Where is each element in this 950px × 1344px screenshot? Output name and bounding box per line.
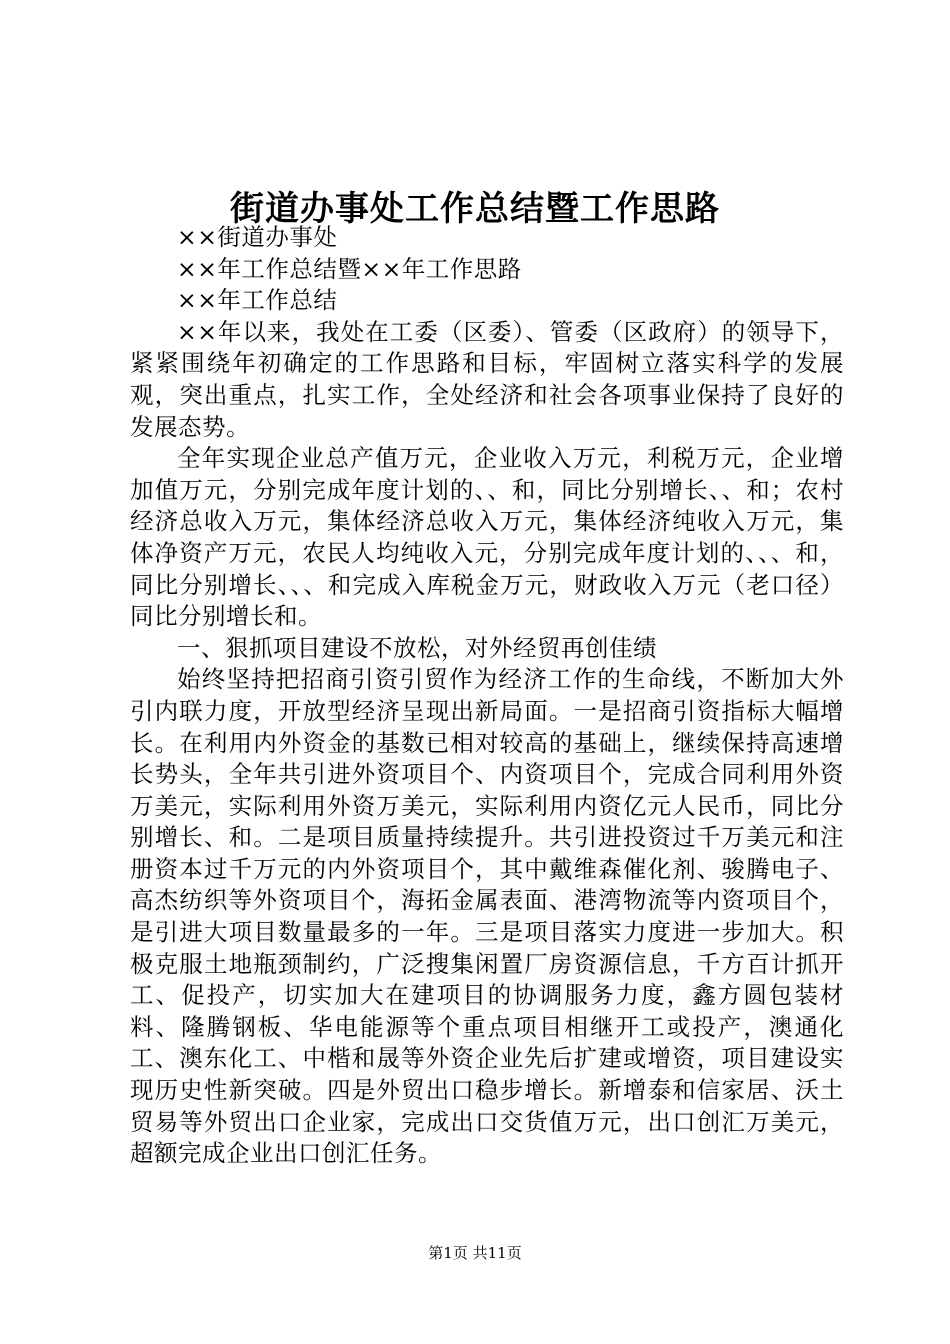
paragraph-investment: 始终坚持把招商引资引贸作为经济工作的生命线，不断加大外引内联力度，开放型经济呈现出新局面。一是招商引资指标大幅增长。在利用内外资金的基数已相对较高的基础上，继续保持高速增长势头，全年共引进外资项目个、内资项目个，完成合同利用外资万美元，实际利用外资万美元，实际利用内资亿元人民币，同比分别增长、和。二是项目质量持续提升。共引进投资过千万美元和注册资本过千万元的内外资项目个，其中戴维森催化剂、骏腾电子、高杰纺织等外资项目个，海拓金属表面、港湾物流等内资项目个，是引进大项目数量最多的一年。三是项目落实力度进一步加大。积极克服土地瓶颈制约，广泛搜集闲置厂房资源信息，千方百计抓开工、促投产，切实加大在建项目的协调服务力度，鑫方圆包装材料、隆腾钢板、华电能源等个重点项目相继开工或投产，澳通化工、澳东化工、中楷和晟等外资企业先后扩建或增资，项目建设实现历史性新突破。四是外贸出口稳步增长。新增泰和信家居、沃土贸易等外贸出口企业家，完成出口交货值万元，出口创汇万美元，超额完成企业出口创汇任务。: [130, 665, 844, 1168]
paragraph-economic-summary: 全年实现企业总产值万元，企业收入万元，利税万元，企业增加值万元，分别完成年度计划的、、和，同比分别增长、、和；农村经济总收入万元，集体经济总收入万元，集体经济纯收入万元，集体净资产万元，农民人均纯收入元，分别完成年度计划的、、、和，同比分别增长、、、和完成入库税金万元，财政收入万元（老口径）同比分别增长和。: [130, 444, 844, 631]
page-number-footer: 第1页 共11页: [428, 1244, 522, 1262]
paragraph-section-heading: ××年工作总结: [177, 286, 338, 315]
document-body: [130, 222, 844, 1170]
document-title: 街道办事处工作总结暨工作思路: [230, 189, 720, 229]
paragraph-intro: ××年以来，我处在工委（区委）、管委（区政府）的领导下，紧紧围绕年初确定的工作思路和目标，牢固树立落实科学的发展观，突出重点，扎实工作，全处经济和社会各项事业保持了良好的发展态势。: [130, 317, 844, 441]
paragraph-heading-one: 一、狠抓项目建设不放松，对外经贸再创佳绩: [177, 633, 657, 662]
paragraph-subtitle: ××年工作总结暨××年工作思路: [177, 254, 522, 283]
paragraph-office-name: ××街道办事处: [177, 223, 338, 251]
